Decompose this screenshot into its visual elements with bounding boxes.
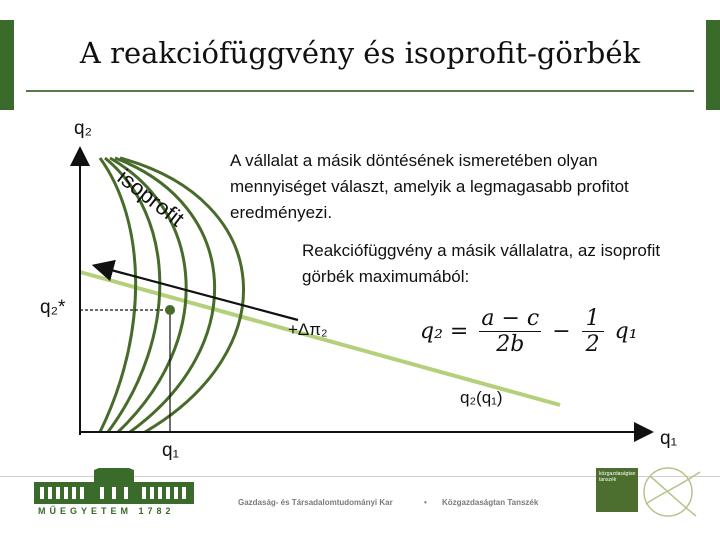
reaction-formula (420, 306, 638, 357)
footer-bullet: • (424, 498, 427, 507)
fraction-2-numerator: 1 (582, 306, 604, 332)
formula-variable: q₁ (614, 319, 638, 344)
page-title: A reakciófüggvény és isoprofit-görbék (79, 36, 641, 70)
description-text-1: A vállalat a másik döntésének ismeretében olyan mennyiséget választ, amelyik a legmagasabb profitot eredményezi. (230, 151, 629, 222)
formula-fraction-2 (582, 306, 604, 357)
formula-lhs: q₂ = (420, 319, 469, 344)
description-text-2: Reakciófüggvény a másik vállalatra, az isoprofit görbék maximumából: (302, 241, 661, 286)
optimum-point (165, 305, 175, 315)
university-name: MŰEGYETEM 1782 (38, 506, 175, 516)
department-name: Közgazdaságtan Tanszék (442, 498, 539, 507)
isoprofit-label: isoprofit (112, 164, 190, 232)
profit-arrow (96, 266, 298, 320)
y-axis-label: q₂ (74, 118, 92, 139)
y-star-label: q₂* (40, 297, 66, 318)
fraction-1-denominator: 2b (496, 332, 525, 357)
reaction-function-label: q₂(q₁) (460, 388, 503, 407)
fraction-1-numerator: a − c (481, 306, 540, 331)
q1-mark-label: q₁ (162, 440, 179, 461)
formula-minus: − (552, 319, 571, 344)
x-axis-label: q₁ (660, 428, 677, 449)
profit-increase-label: +Δπ₂ (288, 320, 328, 339)
faculty-name: Gazdaság- és Társadalomtudományi Kar (238, 498, 393, 507)
formula-fraction-1 (479, 306, 541, 357)
isoprofit-curve-1 (100, 158, 136, 432)
fraction-2-denominator: 2 (585, 332, 600, 357)
department-badge: közgazdaságtan tanszék (596, 468, 638, 512)
university-building-logo (34, 468, 194, 506)
department-logo (640, 464, 710, 524)
